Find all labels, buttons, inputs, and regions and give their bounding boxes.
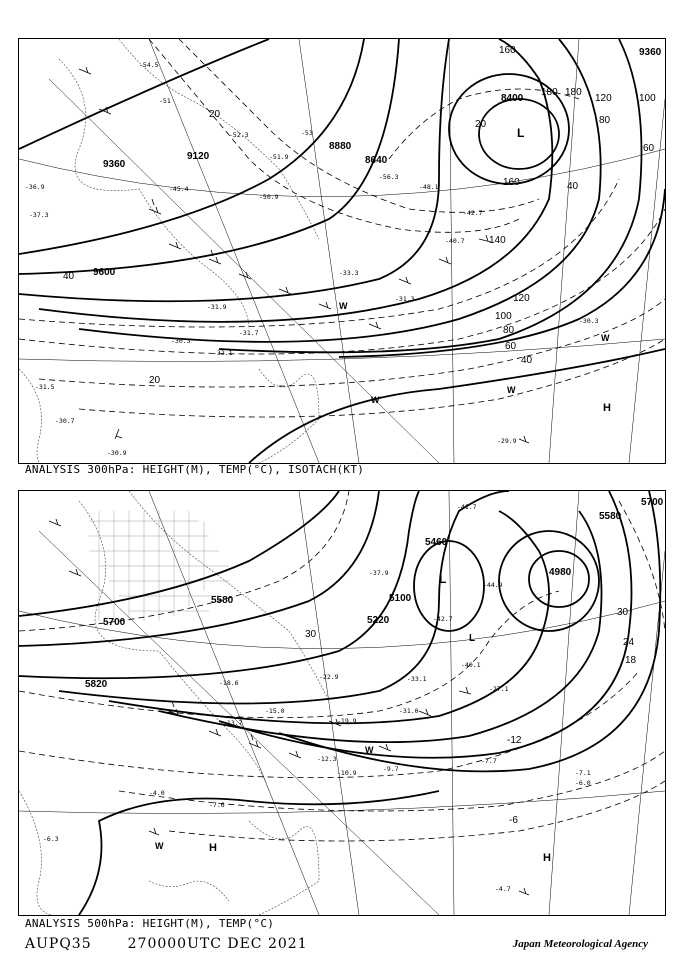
- bulletin-code: AUPQ35: [25, 936, 92, 952]
- temp-value: -48.1: [419, 183, 439, 191]
- map-500hpa-drawing: [19, 491, 665, 915]
- temp-value: -9.7: [383, 765, 399, 773]
- chart-caption-500: ANALYSIS 500hPa: HEIGHT(M), TEMP(°C): [25, 917, 275, 930]
- temp-line-label: 30: [305, 629, 317, 640]
- isotach-label: 80: [599, 115, 611, 126]
- isotach-label: 40: [521, 355, 533, 366]
- isotach-label: 180: [541, 87, 558, 98]
- height-label: 8880: [329, 141, 352, 152]
- temp-value: -42.7: [463, 209, 483, 217]
- temp-value: -4.7: [495, 885, 511, 893]
- temp-value: -33.3: [339, 269, 359, 277]
- height-labels-300: [93, 47, 662, 278]
- height-label: 9600: [93, 267, 116, 278]
- temp-values-300: [25, 61, 599, 457]
- warm-symbol: W: [339, 301, 348, 311]
- isotach-label: 140: [489, 235, 506, 246]
- height-contours-300: [19, 39, 665, 463]
- temp-value: -31.3: [395, 295, 415, 303]
- temp-value: -31.5: [35, 383, 55, 391]
- isotach-label: 100: [639, 93, 656, 104]
- high-pressure-symbol: H: [603, 402, 611, 414]
- height-label: 5220: [367, 615, 390, 626]
- height-label: 5580: [599, 511, 622, 522]
- temp-value: -53: [301, 129, 313, 137]
- temp-line-label: -12: [507, 735, 522, 746]
- height-label: 9120: [187, 151, 210, 162]
- isotach-label: 60: [643, 143, 655, 154]
- height-label: 9360: [103, 159, 126, 170]
- isotach-label: 180: [565, 87, 582, 98]
- temp-value: -22.9: [319, 673, 339, 681]
- temp-value: -13.7: [223, 719, 243, 727]
- temp-value: -36.9: [25, 183, 45, 191]
- temp-value: -56.3: [379, 173, 399, 181]
- temp-value: -27.1: [489, 685, 509, 693]
- warm-symbol: W: [601, 333, 610, 343]
- isotach-label: 20: [149, 375, 161, 386]
- temp-value: -15.0: [265, 707, 285, 715]
- temp-value: -44.9: [483, 581, 503, 589]
- map-panel-300hpa: [18, 38, 666, 464]
- height-label: 4980: [549, 567, 572, 578]
- temp-value: -40.1: [461, 661, 481, 669]
- bulletin-header: [25, 936, 344, 952]
- height-labels-500: [85, 497, 664, 690]
- temp-line-label: -6: [509, 815, 518, 826]
- temp-value: -29.9: [497, 437, 517, 445]
- temp-value: -51.9: [269, 153, 289, 161]
- isotach-label: 120: [513, 293, 530, 304]
- temp-value: -18.6: [219, 679, 239, 687]
- temp-value: -37.3: [29, 211, 49, 219]
- height-label: 8400: [501, 93, 524, 104]
- temp-value: -54.5: [139, 61, 159, 69]
- chart-caption-300: ANALYSIS 300hPa: HEIGHT(M), TEMP(°C), ISOTACH(KT): [25, 463, 365, 476]
- height-label: 5580: [211, 595, 234, 606]
- temp-line-label: 30: [617, 607, 629, 618]
- temp-value: -4.0: [149, 789, 165, 797]
- low-pressure-symbol: L: [517, 126, 525, 140]
- high-pressure-symbol: H: [543, 852, 551, 864]
- high-pressure-symbol: H: [209, 842, 217, 854]
- warm-symbol: W: [155, 841, 164, 851]
- temp-value: -51: [159, 97, 171, 105]
- temp-value: -6.3: [43, 835, 59, 843]
- temp-value: -33.1: [407, 675, 427, 683]
- bulletin-datetime: 270000UTC DEC 2021: [127, 936, 308, 952]
- temp-value: -12.3: [317, 755, 337, 763]
- agency-name: Japan Meteorological Agency: [512, 938, 648, 950]
- temp-value: -30.3: [579, 317, 599, 325]
- temp-value: -6.0: [575, 779, 591, 787]
- isotach-label: 40: [567, 181, 579, 192]
- isotach-labels-300: [63, 45, 656, 386]
- height-label: 5460: [425, 537, 448, 548]
- temp-value: -52.3: [229, 131, 249, 139]
- temp-value: -31.9: [207, 303, 227, 311]
- isotach-label: 20: [475, 119, 487, 130]
- warm-symbol: W: [371, 395, 380, 405]
- temp-value: -31.7: [239, 329, 259, 337]
- terrain-hatch-500: [89, 511, 229, 621]
- isotach-label: 40: [63, 271, 75, 282]
- temp-line-label: 24: [623, 637, 635, 648]
- temp-value: -30.7: [55, 417, 75, 425]
- temp-value: -7.6: [209, 801, 225, 809]
- height-label: 8640: [365, 155, 388, 166]
- isotach-label: 100: [495, 311, 512, 322]
- isotach-label: 120: [595, 93, 612, 104]
- height-label: 9360: [639, 47, 662, 58]
- temp-value: -45.4: [169, 185, 189, 193]
- temp-value: -30.9: [107, 449, 127, 457]
- temp-line-label: 18: [625, 655, 637, 666]
- temp-value: -32.1: [213, 349, 233, 357]
- temp-value: -42.7: [433, 615, 453, 623]
- symbols-300: [339, 126, 611, 414]
- isotach-label: 80: [503, 325, 515, 336]
- temp-value: -40.7: [445, 237, 465, 245]
- isotach-label: 160: [499, 45, 516, 56]
- warm-symbol: W: [507, 385, 516, 395]
- map-300hpa-drawing: [19, 39, 665, 463]
- isotach-label: 160: [503, 177, 520, 188]
- temp-value: -7.7: [481, 757, 497, 765]
- temp-lines-500: [19, 491, 665, 841]
- low-pressure-symbol: L: [439, 572, 447, 586]
- temp-value: -31.0: [399, 707, 419, 715]
- isotach-label: 60: [505, 341, 517, 352]
- temp-value: -50.9: [259, 193, 279, 201]
- temp-value: -41.7: [457, 503, 477, 511]
- temp-value: -10.9: [337, 769, 357, 777]
- temp-value: -30.3: [171, 337, 191, 345]
- temp-value: -7.1: [575, 769, 591, 777]
- low-pressure-symbol: L: [469, 633, 476, 644]
- height-label: 5700: [641, 497, 664, 508]
- height-label: 5820: [85, 679, 108, 690]
- warm-symbol: W: [365, 745, 374, 755]
- height-label: 5700: [103, 617, 126, 628]
- isotach-label: 20: [209, 109, 221, 120]
- temp-value: -19.9: [337, 717, 357, 725]
- height-label: 5100: [389, 593, 412, 604]
- map-panel-500hpa: [18, 490, 666, 916]
- temp-value: -37.9: [369, 569, 389, 577]
